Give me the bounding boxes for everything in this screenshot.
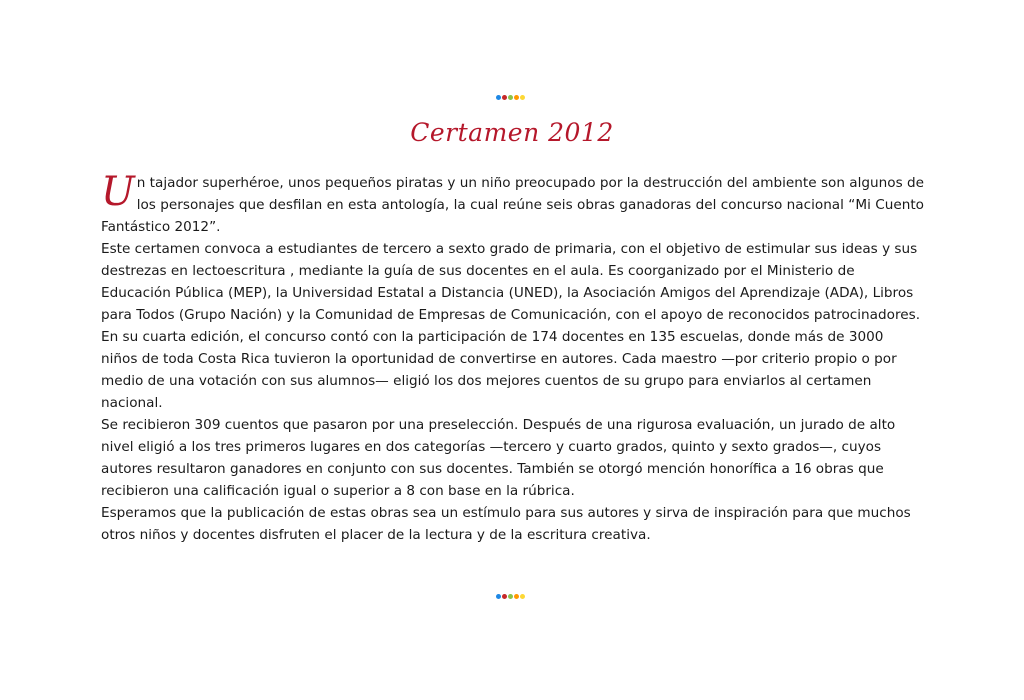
drop-cap: U bbox=[101, 169, 135, 215]
dot-green bbox=[508, 95, 513, 100]
paragraph-3: En su cuarta edición, el concurso contó con la participación de 174 docentes en 135 escuelas, donde más de 3000 niños de toda Costa Rica tuvieron la oportunidad de convertirse en autores. Cada maestro —por criterio propio o por medio de una votación con sus alumnos— eligió los dos mejores cuentos de su grupo para enviarlos al certamen nacional. bbox=[101, 329, 897, 411]
dot-blue bbox=[496, 594, 501, 599]
paragraph-intro bbox=[101, 169, 924, 238]
page-title: Certamen 2012 bbox=[410, 118, 614, 147]
paragraph-4: Se recibieron 309 cuentos que pasaron por una preselección. Después de una rigurosa evaluación, un jurado de alto nivel eligió a los tres primeros lugares en dos categorías —tercero y cuarto grados, quinto y sexto grados—, cuyos autores resultaron ganadores en conjunto con sus docentes. También se otorgó mención honorífica a 16 obras que recibieron una calificación igual o superior a 8 con base en la rúbrica. bbox=[101, 417, 896, 499]
dot-yellow bbox=[520, 594, 525, 599]
dot-yellow bbox=[520, 95, 525, 100]
paragraph-5: Esperamos que la publicación de estas obras sea un estímulo para sus autores y sirva de inspiración para que muchos otros niños y docentes disfruten el placer de la lectura y de la escritura creativa. bbox=[101, 505, 911, 543]
body-text bbox=[101, 169, 924, 546]
paragraph-intro-text: n tajador superhéroe, unos pequeños piratas y un niño preocupado por la destrucción del ambiente son algunos de los personajes que desfilan en esta antología, la cual reúne seis obras ganadoras del concurso nacional “Mi Cuento Fantástico 2012”. bbox=[101, 175, 924, 235]
dot-orange bbox=[514, 594, 519, 599]
top-decorative-dots bbox=[496, 95, 525, 100]
dot-blue bbox=[496, 95, 501, 100]
dot-red bbox=[502, 95, 507, 100]
dot-green bbox=[508, 594, 513, 599]
dot-orange bbox=[514, 95, 519, 100]
dot-red bbox=[502, 594, 507, 599]
bottom-decorative-dots bbox=[496, 594, 525, 599]
paragraph-2: Este certamen convoca a estudiantes de tercero a sexto grado de primaria, con el objetivo de estimular sus ideas y sus destrezas en lectoescritura , mediante la guía de sus docentes en el aula. Es coorganizado por el Ministerio de Educación Pública (MEP), la Universidad Estatal a Distancia (UNED), la Asociación Amigos del Aprendizaje (ADA), Libros para Todos (Grupo Nación) y la Comunidad de Empresas de Comunicación, con el apoyo de reconocidos patrocinadores. bbox=[101, 241, 921, 323]
